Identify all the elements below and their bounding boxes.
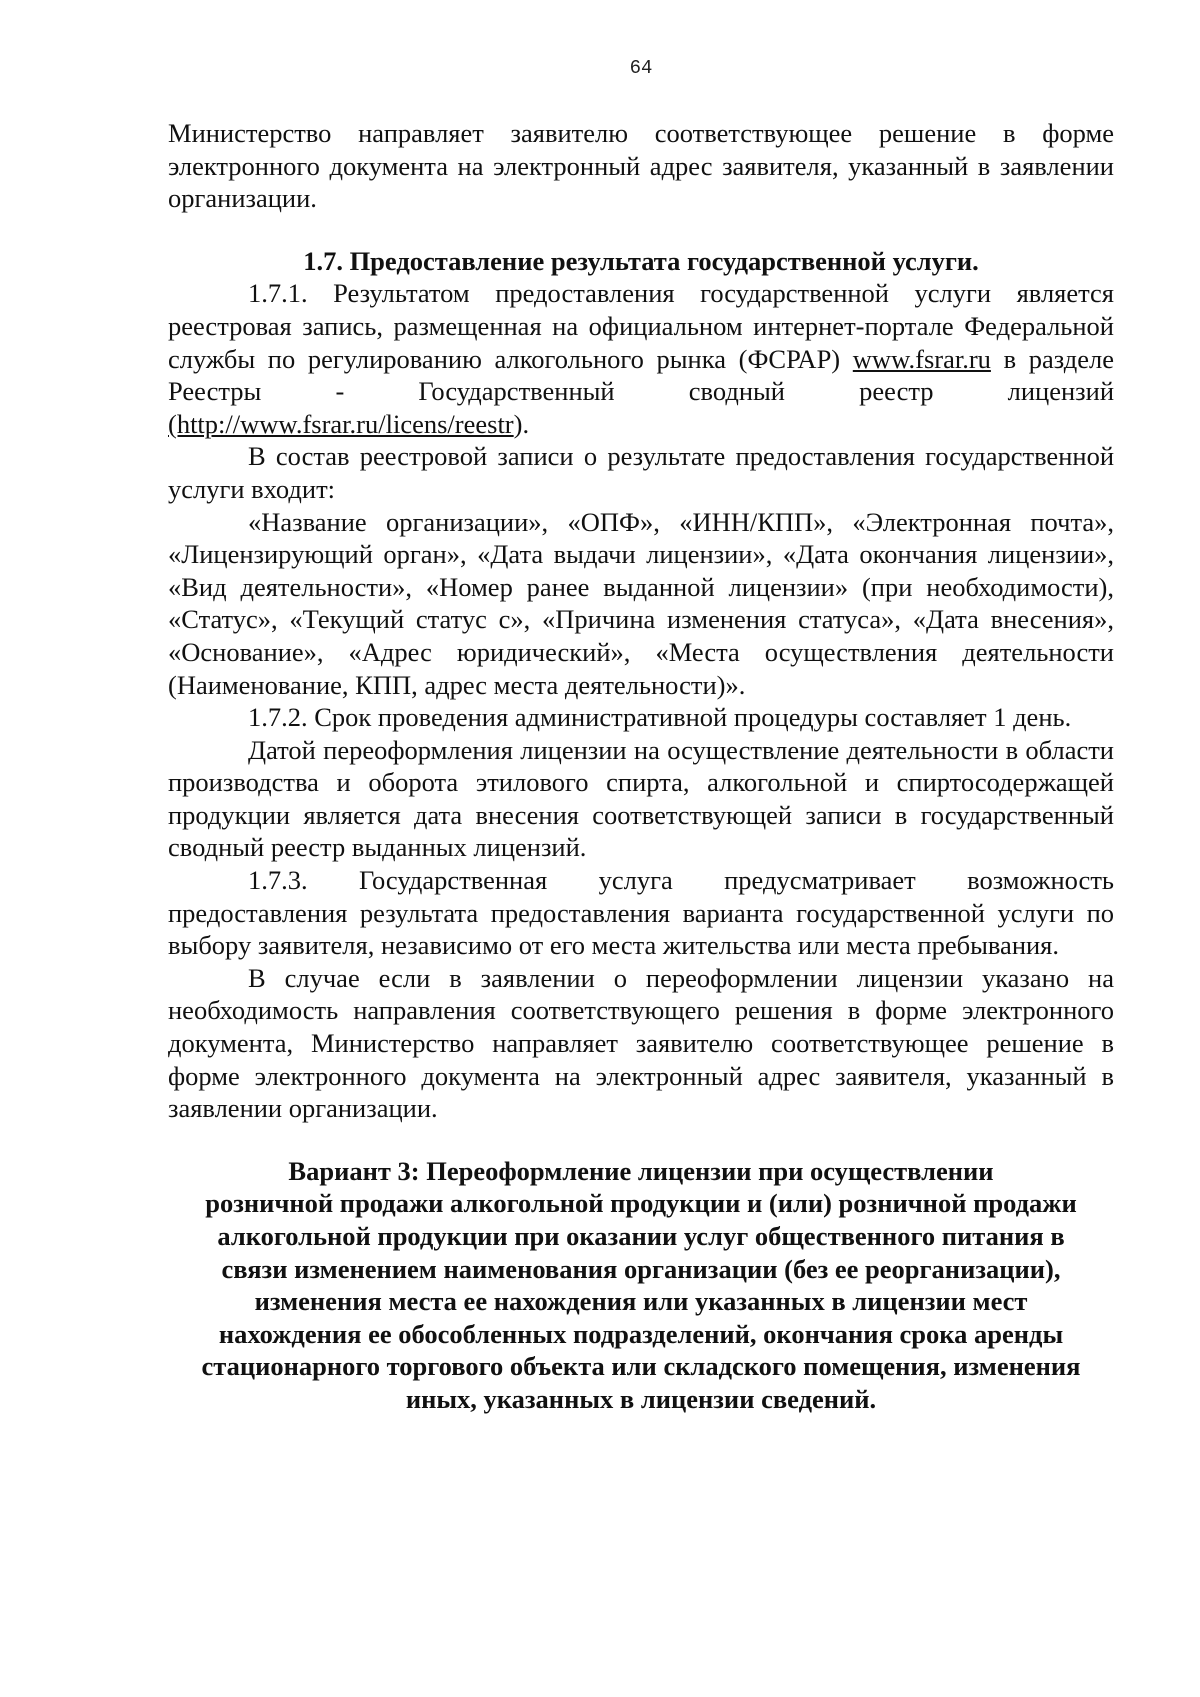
fsrar-link[interactable]: www.fsrar.ru: [852, 343, 991, 374]
registry-fields-paragraph: «Название организации», «ОПФ», «ИНН/КПП», «Электронная почта», «Лицензирующий орган», «Дата выдачи лицензии», «Дата окончания лицензии», «Вид деятельности», «Номер ранее выданной лицензии» (при необходимости), «Статус», «Текущий статус с», «Причина изменения статуса», «Дата внесения», «Основание», «Адрес юридический», «Места осуществления деятельности (Наименование, КПП, адрес места деятельности)».: [168, 506, 1114, 700]
paragraph-1-7-2: 1.7.2. Срок проведения административной процедуры составляет 1 день.: [248, 702, 1072, 733]
variant-heading-line: иных, указанных в лицензии сведений.: [405, 1383, 877, 1414]
paragraph-1-7-3: 1.7.3. Государственная услуга предусматривает возможность предоставления результата предоставления варианта государственной услуги по выбору заявителя, независимо от его места жительства или места пребывания.: [168, 865, 1114, 961]
section-heading: 1.7. Предоставление результата государственной услуги.: [303, 245, 979, 276]
variant-heading-line: изменения места ее нахождения или указанных в лицензии мест: [254, 1286, 1028, 1317]
paragraph-1-7-1-text-before: 1.7.1. Результатом предоставления государственной услуги является реестровая запись, размещенная на официальном интернет-портале Федеральной службы по регулированию алкогольного рынка (ФСРАР): [168, 278, 1114, 374]
variant-heading-line: Вариант 3: Переоформление лицензии при осуществлении: [288, 1155, 994, 1186]
variant-3-heading: [168, 1155, 1114, 1416]
variant-heading-line: нахождения ее обособленных подразделений, окончания срока аренды: [218, 1318, 1064, 1349]
reissue-date-paragraph: Датой переоформления лицензии на осуществление деятельности в области производства и оборота этилового спирта, алкогольной и спиртосодержащей продукции является дата внесения соответствующей записи в государственный сводный реестр выданных лицензий.: [168, 734, 1114, 863]
paragraph-1-7-1-text-middle: в разделе Реестры - Государственный сводный реестр лицензий: [168, 343, 1114, 407]
intro-paragraph: Министерство направляет заявителю соответствующее решение в форме электронного документа на электронный адрес заявителя, указанный в заявлении организации.: [168, 118, 1114, 214]
registry-link[interactable]: (http://www.fsrar.ru/licens/reestr: [168, 408, 514, 439]
variant-heading-line: стационарного торгового объекта или складского помещения, изменения: [201, 1351, 1081, 1382]
variant-heading-line: розничной продажи алкогольной продукции и (или) розничной продажи: [205, 1188, 1077, 1219]
paragraph-1-7-1: [168, 277, 1114, 440]
variant-heading-line: связи изменением наименования организации (без ее реорганизации),: [221, 1253, 1061, 1284]
document-body: [168, 117, 1114, 1416]
page-number: 64: [629, 57, 653, 79]
electronic-case-paragraph: В случае если в заявлении о переоформлении лицензии указано на необходимость направления соответствующего решения в форме электронного документа, Министерство направляет заявителю соответствующее решение в форме электронного документа на электронный адрес заявителя, указанный в заявлении организации.: [168, 962, 1114, 1124]
paragraph-1-7-1-text-after: ).: [513, 408, 530, 439]
variant-heading-line: алкогольной продукции при оказании услуг общественного питания в: [217, 1221, 1065, 1251]
registry-intro-paragraph: В состав реестровой записи о результате предоставления государственной услуги входит:: [168, 441, 1114, 504]
